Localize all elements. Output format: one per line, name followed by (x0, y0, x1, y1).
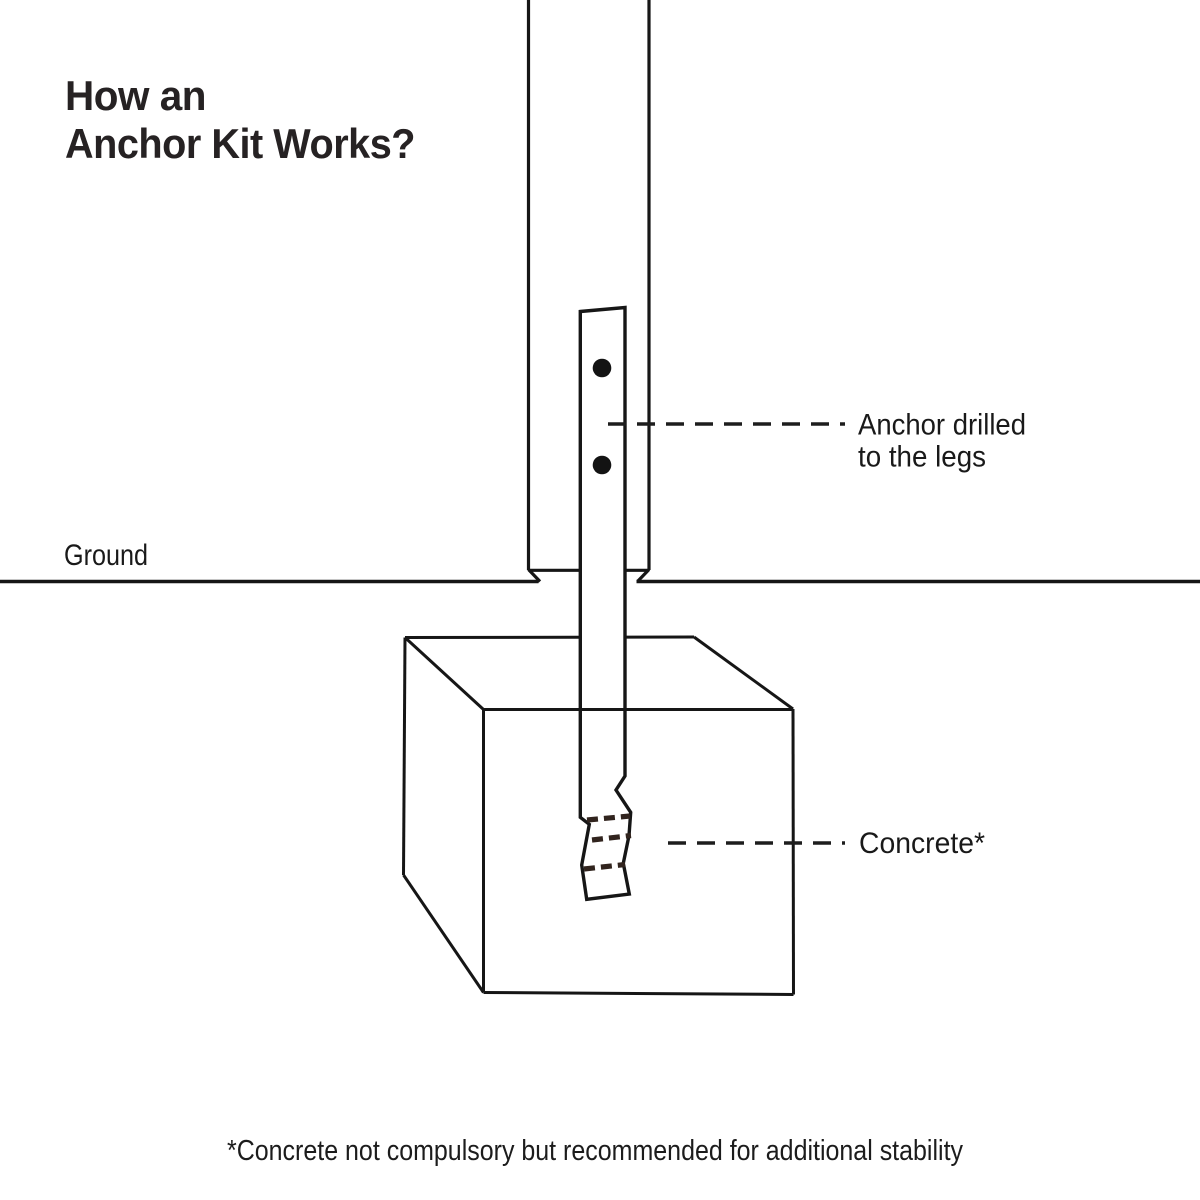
cube-top-left-diagonal (405, 638, 484, 710)
page-title-line2: Anchor Kit Works? (65, 120, 415, 167)
cube-top-right-diagonal (694, 637, 793, 709)
bolt-dot-top (593, 359, 612, 378)
ground-label: Ground (64, 539, 148, 572)
cube-bottom-left-diagonal (404, 875, 484, 993)
cube-back-left-edge (404, 638, 406, 876)
anchor-label-line1: Anchor drilled (858, 408, 1026, 442)
bolt-dot-bottom (593, 456, 612, 475)
cube-back-top-edge (405, 637, 694, 638)
page-title-line1: How an (65, 72, 206, 119)
anchor-bar (580, 308, 630, 900)
concrete-label: Concrete* (859, 827, 986, 860)
cube-front-bottom-edge (484, 993, 794, 995)
anchor-label-line2: to the legs (858, 440, 986, 474)
cube-front-right-edge (793, 709, 794, 995)
footnote: *Concrete not compulsory but recommended for additional stability (227, 1135, 964, 1167)
